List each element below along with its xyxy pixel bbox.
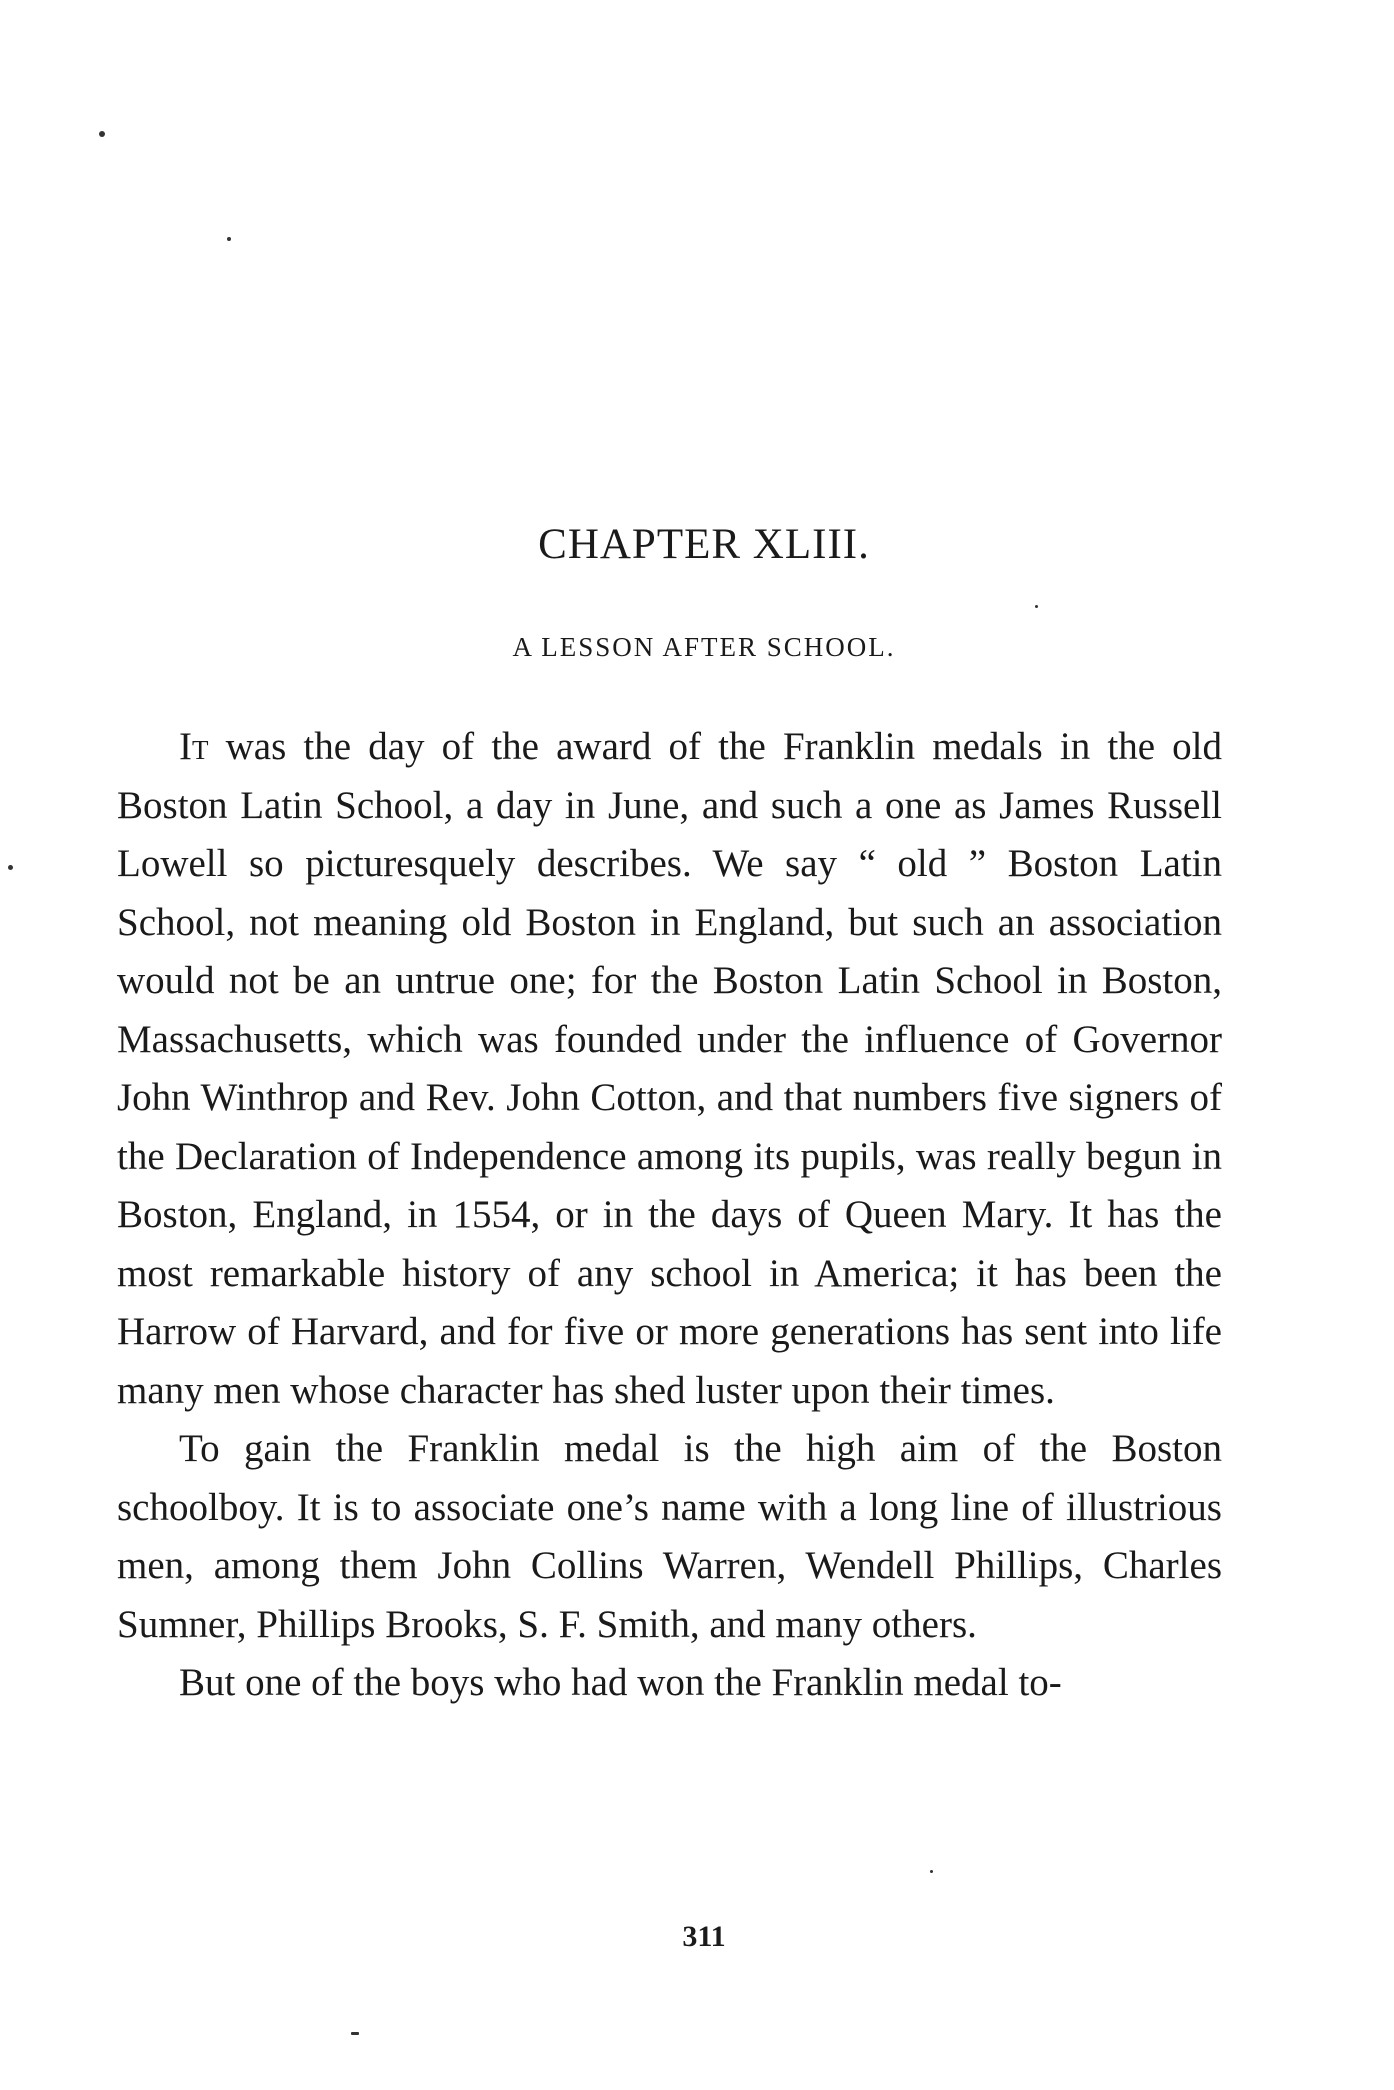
body-text — [117, 718, 1222, 1713]
chapter-title: CHAPTER XLIII. — [538, 521, 870, 568]
paragraph-lead-word: It — [179, 725, 209, 768]
scan-speck — [1035, 605, 1038, 608]
scan-speck — [227, 237, 231, 241]
page-number: 311 — [682, 1920, 726, 1953]
scan-speck — [99, 131, 105, 137]
scan-speck — [351, 2032, 359, 2035]
paragraph-1 — [117, 718, 1222, 1420]
paragraph-2: To gain the Franklin medal is the high aim of the Boston schoolboy. It is to associate one’s name with a long line of illustrious men, among them John Collins Warren, Wendell Phillips, Charles Sumner, Phillips Brooks, S. F. Smith, and many others. — [117, 1427, 1222, 1646]
scan-speck — [930, 1870, 933, 1873]
chapter-subtitle: A LESSON AFTER SCHOOL. — [512, 632, 896, 662]
paragraph-3: But one of the boys who had won the Franklin medal to- — [179, 1661, 1062, 1704]
scan-speck — [8, 865, 13, 870]
paragraph-1-text: was the day of the award of the Franklin medals in the old Boston Latin School, a day in June, and such a one as James Russell Lowell so picturesquely describes. We say “ old ” Boston Latin School, not meaning old Boston in England, but such an association would not be an untrue one; for the Boston Latin School in Boston, Massachusetts, which was founded under the influence of Governor John Winthrop and Rev. John Cotton, and that numbers five signers of the Declaration of Independence among its pupils, was really begun in Boston, England, in 1554, or in the days of Queen Mary. It has the most remarkable history of any school in America; it has been the Harrow of Harvard, and for five or more generations has sent into life many men whose character has shed luster upon their times. — [117, 725, 1222, 1412]
